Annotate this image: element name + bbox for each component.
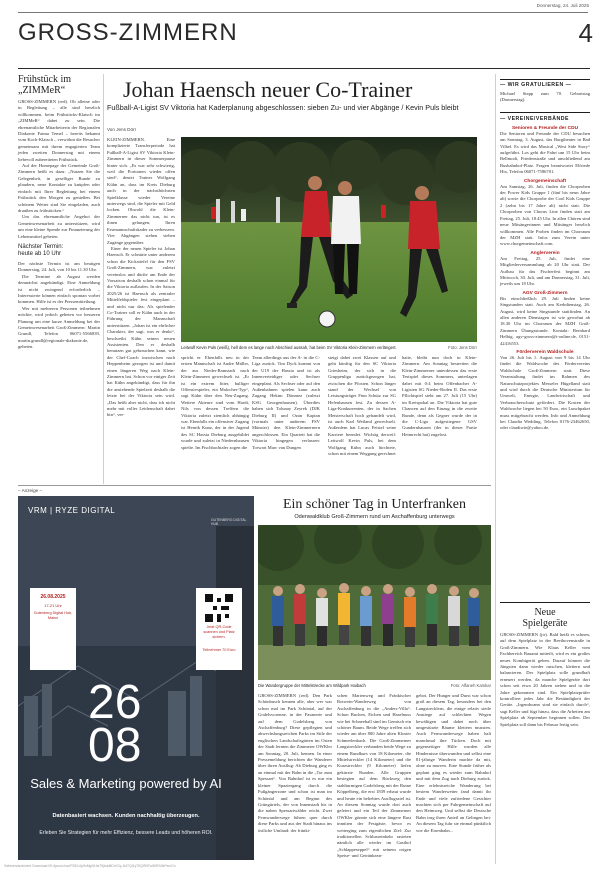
article-body: KLEIN-ZIMMERN. Eine komplizierte Transferperiode hat Fußball-A-Ligist SV Viktoria Klein-Zimmern in dieser Sommerpause hinter sich. „Es war sehr schwierig, weil die Portionen wieder offen sind“, deutet Trainer Wolfgang Kühn an, dass im Kreis Dieburg auch in der nächsthöchsten Spielklasse wieder Vereine unterwegs sind, die Spieler mit Geld locken. Obwohl die Klein-Zimmerner das nicht tun, ist es ihnen gelungen, Ihren Erstmannschaftskader zu verbessern. Vier Abgängen stehen sieben Zugänge gegenüber. xyxy=(107,137,175,245)
right-column xyxy=(500,79,590,432)
page-number: 4 xyxy=(578,18,593,48)
byline: Von Jens Dörr xyxy=(107,127,137,132)
soccer-photo-graphic xyxy=(181,137,477,342)
article-column xyxy=(252,355,320,451)
article-headline: Ein schöner Tag in Unterfranken xyxy=(282,497,467,512)
club-text: Bis einschließlich 29. Juli finden keine Singstunden statt. Auch am Kerbdienstag, 26. August, wird keine Singstunde stattfinden. An allen anderen Dienstagen ist wie gewohnt ab 18.30 Uhr im Chorraum der MZH Groß-Zimmern Übungsstunde. Kontakt: Bernhard Helbig, agv-gross-zimmern@t-online.de, 0151-42416553. xyxy=(500,295,590,346)
main-article xyxy=(107,78,477,112)
qr-code-icon xyxy=(205,594,233,622)
soccer-photo xyxy=(181,137,477,342)
photo-caption: Die Wandergruppe der Mittelstrecke am Wildpark Haibach xyxy=(258,683,366,688)
ad-brand: VRM | RYZE DIGITAL xyxy=(28,506,116,515)
ad-big-month: 08 xyxy=(88,719,142,772)
left-column xyxy=(18,74,100,351)
article-body: Der nächste Termin ist am heutigen Donnerstag, 24. Juli, von 10 bis 11.30 Uhr. xyxy=(18,260,100,273)
article-column xyxy=(258,693,332,863)
next-time: heute ab 10 Uhr xyxy=(18,250,62,257)
ad-subtext: Erleben Sie Strategien für mehr Effizienz, bessere Leads und höheren ROI. xyxy=(39,830,213,836)
hikers-photo xyxy=(258,525,491,680)
photo-caption: Leitwolf Kevin Puls (weiß), hell dem es lange nach Abschied aussah, hat beim SV Viktoria Klein-Zimmern verlängert. xyxy=(181,345,397,350)
section-heading-congrats: — WIR GRATULIEREN — xyxy=(500,82,572,88)
article-column xyxy=(181,355,249,451)
article-body: schen Marienweg und Fränkischer Rotwein-Wanderweg von Aschaffenburg in die „Anders-Villa“. Schon Buchen, Eichen und Haselnuss wie bei Schneeball sind im Gemisch ein schöner Baum. Beide Wege treffen sich wieder am über 800 Jahre alten Kloster Schmerlenbach. Die Groß-Zimmerner Langstreckler verbanden beide Wege zu einem Rundkurs von 18 Kilometer, die Mittelstreckler (14 Kilometer) und die Kurzstreckler (9 Kilometer) liefen gekürzte Runden. Alle Gruppen besiegten auf dem Rückweg den stahlturmigen Godelsberg mit der Ruine Köppelberg, die erst 1839 erbaut wurde und heute ein beliebtes Ausflugsziel ist. An diesem Sonntag wurde dort auch gefeiert und ein Teil der Zimmerner OWKler gönnte sich eine längere Rast inmitten der Festgäste, bevor es weiterging zum eigentlichen Ziel: Zur traditionellen Schlusseinkehr rasteten nämlich alle wieder im Gasthof „Schlappeseppel“ mit seinem origen Speise- und Getränkean- xyxy=(337,693,411,859)
spielgeraete-article xyxy=(500,602,590,728)
ad-time: 17-21 Uhr xyxy=(44,603,62,608)
article-column xyxy=(402,355,477,438)
ad-hub-logo: GUTENBERG DIGITAL HUB xyxy=(211,518,247,526)
section-title: GROSS-ZIMMERN xyxy=(18,19,238,46)
article-body: gebot. Der Hunger und Durst war schon groß an diesem Tag, besonders bei den Langstrecklern, die einige relativ steile Anstiege auf schlechten Wegen bewältigen und dabei noch über umgestürzte Bäume klettern mussten. Auch Fernwanderwege haben halt manchmal ihre Tücken. Doch mit gegenseitiger Hilfe wurden alle Hindernisse überwunden und selbst eine 81-jährige Wanderin machte da mit, ohne zu murren. Eine Stunde früher als geplant ging es wieder zum Bahnhof und mit dem Zug nach Dieburg zurück. Eine erlebnisreiche Wanderung bei bestem Wanderwetter fand damit ihr Ende und viele zufriedene Gesichter machten sich per Fahrgemeinschaft auf den Heimweg. Und selbst die Deutsche Bahn trug ihren Anteil an Gelingen bei: An diesem Tag fuhr sie einmal pünktlich wie die Eisenbahn... xyxy=(416,693,491,833)
club-text: Am Freitag, 25. Juli, findet eine Mitgliederversammlung ab 20 Uhr statt. Der Aufbau für das Fischerfest beginnt am Mittwoch, 30. Juli, und am Donnerstag, 31. Juli, jeweils um 18 Uhr. xyxy=(500,255,590,287)
article-body: Um das ehrenamtliche Angebot der Gemeinwesenarbeit zu unterstützen, wird um eine kleine Spende zur Finanzierung der Lebensmittel gebeten. xyxy=(18,214,100,239)
article-column xyxy=(416,693,491,863)
article-subheadline: Odenwaldklub Groß-Zimmern rund um Aschaffenburg unterwegs xyxy=(294,514,455,520)
article-body: GROSS-ZIMMERN (red). Den Park Schönbusch kennen alle, aber wer war schon mal im Park Schöntal, auf der Godelsvorenne, in der Fasanerie und auf dem Godelsberg von Aschaffenburg? Diese gepflegten und abwechslungsreichen Parks im Stile der englischen Landschaftsgärten im Osten der Stadt lernten die Zimmerer OWKler am Sonntag, 20. Juli, kennen. In einer Pressemeldung berichten die Wanderer über ihren Ausflug: Ab Dieburg ging es an einmal mit der Bahn in die „Tor zum Spessart“. Von Bahnhof ist es nur ein kleiner Spaziergang durch die Fußgängerzone und schon ist man im Schöntal und am Beginn des Grüngürtels, der von Innenstadt bis in die nahen Spessartwälder reicht. Zwei Fernwanderwege führen quer durch diese Parks und aus der Stadt hinaus ins östliche Umland: der frünki- xyxy=(258,693,332,833)
congrats-text: Michael Stapp zum 70. Geburtstag (Donnerstag). xyxy=(500,91,590,103)
article-body: spricht er. Ebenfalls neu in der ersten Mannschaft ist Andre Müller, der aus Nieder-Ramstadt nach Klein-Zimmern gewechselt ist. „Er ist ein extrem fitter, bulliger Offensivspieler, ein Malocher-Typ“, sagt Kühn über den Neu-Zugang. Weitere Akteure sind vom Hardt, Nils von dessen Treffern die Viktoria zuletzt ziemlich abhängig war. Ebenfalls ein offensiver Zugang ist Henrik Kunz, der in der Jugend des SC Hassia Dieburg ausgebildet wurde und zuletzt in Niedernhausen spielte. Im Fischbachtaler zogen die xyxy=(181,355,249,450)
ad-price: Teilnehmer 70 Euro xyxy=(202,648,236,652)
article-body: Team allerdings aus der A- in die C-Liga zurück. Tim Dyck kommt von der U19 der Hassia und ist als Innenverteidiger oder Sechser eingeplant. Als Sechser oder auf den Außenbahnen spielen kann auch Zugang Hekim Dönmez (zuletzt KSG Georgenhausen). Überdies haben sich Tolunay Zeyrek (DJK Dieburg II) und Ozan Kaptan (vormals unter anderem FSV Münster) den Klein-Zimmernern angeschlossen. Ein Quartett hat die Viktoria hingegen verlassen: Torwart Marc van Dungen xyxy=(252,355,320,450)
article-body: Auf der Homepage der Gemeinde Groß-Zimmern heißt es dazu: „Nutzen Sie die Gelegenheit, in geselliger Runde zu plaudern, neue Kontakte zu knüpfen oder einfach mit Ihrer Begleitung bei einem Frühstück den Morgen zu genießen. Bei schönem Wetter sind Sie eingeladen, auch draußen zu frühstücken.“ xyxy=(18,163,100,213)
club-text: Von 26. Juli bis 1. August von 9 bis 14 Uhr findet die Waldwoche des Fördervereins Waldschule Groß-Zimmern statt. Diese Veranstaltung findet im Rahmen des Naturschutzprojektes Messeler Hügelland statt und wird durch die Deutsche Ministerium für Umwelt, Energie, Landwirtschaft und Verbraucherschutz gefördert. Die Kosten der Waldwoche liegen bei 50 Euro, ein Lunchpaket muss mitgebracht werden. Info und Anmeldung bei Claudia Wedding, Telefon 0176-23462650, oder claudiwie@yahoo.de. xyxy=(500,355,590,431)
club-title: AGV Groß-Zimmern xyxy=(522,290,568,296)
ad-banner[interactable] xyxy=(18,496,254,860)
club-title: Anglerverein xyxy=(530,250,560,256)
article-headline: Johan Haensch neuer Co-Trainer xyxy=(123,77,413,102)
section-heading-vereine: — VEREINE/VERBÄNDE xyxy=(500,115,569,122)
subheading xyxy=(18,244,100,258)
ad-label: – Anzeige – xyxy=(18,488,43,493)
ad-tagline: Datenbasiert wachsen. Kunden nachhaltig überzeugen. xyxy=(52,813,200,819)
photo-credit: Foto: Jens Dörr xyxy=(448,345,477,350)
issue-date: Donnerstag, 24. Juli 2025 xyxy=(536,3,589,8)
article-body: Wer mit mehreren Personen teilnehmen möchte, wird jedoch gebeten vor besseren Planung um eine kurze Anmeldung bei der Gemeinwesenarbeit Groß-Zimmern: Martin Grundl, Telefon 06071-5566839, martin.grundl@regionale-diakonie.de, gebeten. xyxy=(18,305,100,350)
article-body: Die Termine ab August werden demnächst angekündigt. Eine Anmeldung ist nicht zwingend erforderlich – Interessierte können einfach spontan vorbei kommen. Hilfe ist es der Pressemitteilung. xyxy=(18,273,100,305)
ad-info-card xyxy=(30,588,76,670)
second-article-header xyxy=(258,497,491,521)
club-text: Am Samstag, 26. Juli, finden die Chorproben der Power Kids Gruppe 1 (fünf bis neun Jahre alt) sowie die Chorprobe der Cool Kids Gruppe 2 (zehn bis 17 Jahre alt) nicht statt. Die Chorproben von Chorus Line finden statt am Freitag, 25. Juli, 18.45 Uhr. In allen Chören sind neue Mitsängerinnen und Mitsänger herzlich willkommen. Alle Proben finden im Chorraum der MZH statt. Infos zum Verein unter www.chorgemeinschaft.com. xyxy=(500,183,590,247)
article-body: GROSS-ZIMMERN (jtr). Bald heißt es schnen, auf dem Spielplatz in der Beethovenstraße in Groß-Zimmern. Wie Klaus Keller vom Fachbereich Bauamt mitteilt, wird es ein großes neues Kombigerät geben. Darauf können die Jüngsten dann wieder rutschen, klettern und balancieren. Der Spielplatz solle grundhaft erneuert werden, da manche Spielgeräte dort schon seit etwa 20 Jahren stehen und in die Jahre gekommen sind. Ein Spielplatzprüfer kontrolliert jedes Jahr die Beständigkeit der Geräte. „Irgendwann sind sie einfach durch“, sagt Keller und fügt hinzu, dass die Arbeiten am Spielplatz ab September beginnen sollen. Der Spielplatz soll dann bis Februar fertig sein. xyxy=(500,632,590,727)
article-body: hatte, bleibt nun doch in Klein-Zimmern. Am Sonntag bestreiten die Klein-Zimmerner unterdessen das erste Testspiel dieses Sommers, unterlagen dabei mit 0:4 beim Offenbacher A-Ligisten SG Nieder-Roden II. Das erste Pflichtspiel steht am 27. Juli (15 Uhr) im Kreispokal an. Die Viktoria hat gute Chancen auf den Einzug in die zweite Runde, denn als Gegner wurde der in die C-Liga aufgestiegene GSV Gundernhausen (der in dieser Partie Heimrecht hat) zugelost. xyxy=(402,355,477,437)
footer-text: Gelesen/archiviert Download 09-djvuc/c/ocr/PDDL0p9xMgN1hk79jbdd6DrVGy-DdTQt1y75Q/R0Fw5i5Fk0kPen/Co xyxy=(4,864,176,868)
ad-qr-card[interactable] xyxy=(196,588,242,670)
article-body: GROSS-ZIMMERN (red). Ob alleine oder in Begleitung – alle sind herzlich willkommen, beim Frühstücks-Klatsch im „ZIMMeR“ dabei zu sein. Die ehrenamtliche Mitarbeiterin der Regionalen Diakonie Fatma Temel – bereits bekannt vom Koch-Klatsch – verwöhnt die Besucher gemeinsam mit ihrem engagierten Team jeden zweiten Donnerstag mit einem liebevoll zubereiteten Frühstück. xyxy=(18,99,100,162)
hikers-photo-graphic xyxy=(258,525,491,680)
photo-credit: Foto: Alfaneh Kamkar xyxy=(450,683,491,688)
article-body: Einer der neuen Spieler ist Johan Haensch. Er schnürte unter anderem schon die Kickstiefel für den FSV Groß-Zimmern, war zuletzt vereinslos und dürfte am Ende der Vorsaison deshalb schon einmal für die Viktoria auflaufen. In der Saison 2025/26 ist Haensch als zentraler Mittelfeldspieler fest eingeplant – und nicht nur das: Als spielender Co-Trainer soll er Kühn auch in der Führung der Mannschaft unterstützen. „Johan ist ein ehrlicher Charakter, der sagt, was er denkt“, beschreibt Kühn seinen neuen Assistenten. Den er deshalb benutzen gut gebrauchen kann, wie der Chef-Coach inzwischen nach Heppenheim gezogen ist und damit einen längeren Weg nach Klein-Zimmern hat. Schon vor einiger Zeit hat Kühn angekündigt, dass für ihn die anstehende Spielzeit deshalb die letzte bei der Viktoria sein wird. „Das heißt aber nicht, dass ich nicht mehr mit voller Leidenschaft dabei bin“, ver- xyxy=(107,245,175,418)
club-title: Chorgemeinschaft xyxy=(523,178,567,184)
article-column xyxy=(107,137,175,419)
page-header xyxy=(18,19,593,51)
ad-big-day: 26 xyxy=(88,676,142,729)
ad-qr-text: Jetzt QR-Code scannen und Platz sichern. xyxy=(203,625,235,639)
article-subheadline: Fußball-A-Ligist SV Viktoria hat Kaderplanung abgeschlossen: sieben Zu- und vier Abgänge / Kevin Puls bleibt xyxy=(107,103,459,112)
ad-venue: Gutenberg Digital Hub, Mainz xyxy=(33,611,73,620)
club-title: Senioren & Freunde der CDU xyxy=(511,125,579,131)
article-headline: Frühstück im „ZIMMeR“ xyxy=(18,74,72,96)
article-headline: Neue Spielgeräte xyxy=(522,607,568,629)
article-body: steigt dabei zwei Klassen auf und geht künftig für den SC Viktoria Griesheim, der sich in die Gruppenliga zurückgezogen hat, zwischen die Pfosten. Schon länger stand der Wechsel von Leistungsträger Finn Schütz zur SG Hefenhausen fest. Zu dessen A-Liga-Konkurrenten, der in Sachen Meisterschaft hoch gehandelt wird, ist auch Karl Weiland gewechselt. Außerdem hat Lucas Feistel seine Karriere beendet. Wichtig derweil: Leitwolf Kevin Puls, bei dem Wolfgang Kühn auch fürchtete, schon mit einem Weggang gerechnet xyxy=(328,355,396,457)
club-text: Die Senioren und Freunde der CDU besuchen am Sonntag, 3. August, das Burgtheater in Bad Vilbel. Es wird das Musical „West Side Story“ aufgeführt. Los geht die Fahrt um 15 Uhr beim Bellmodi, Friedenstraße und anschließend am Busbahnhof-Platz. Fragen beantwortet Elfriede Hix, Telefon 06071-7586701. xyxy=(500,130,590,175)
next-label: Nächster Termin: xyxy=(18,243,64,250)
article-column xyxy=(328,355,396,458)
club-title: Förderverein Waldschule xyxy=(516,350,574,355)
ad-date: 26.08.2025 xyxy=(40,594,66,600)
article-column xyxy=(337,693,411,863)
ad-title: Sales & Marketing powered by AI xyxy=(30,776,222,791)
